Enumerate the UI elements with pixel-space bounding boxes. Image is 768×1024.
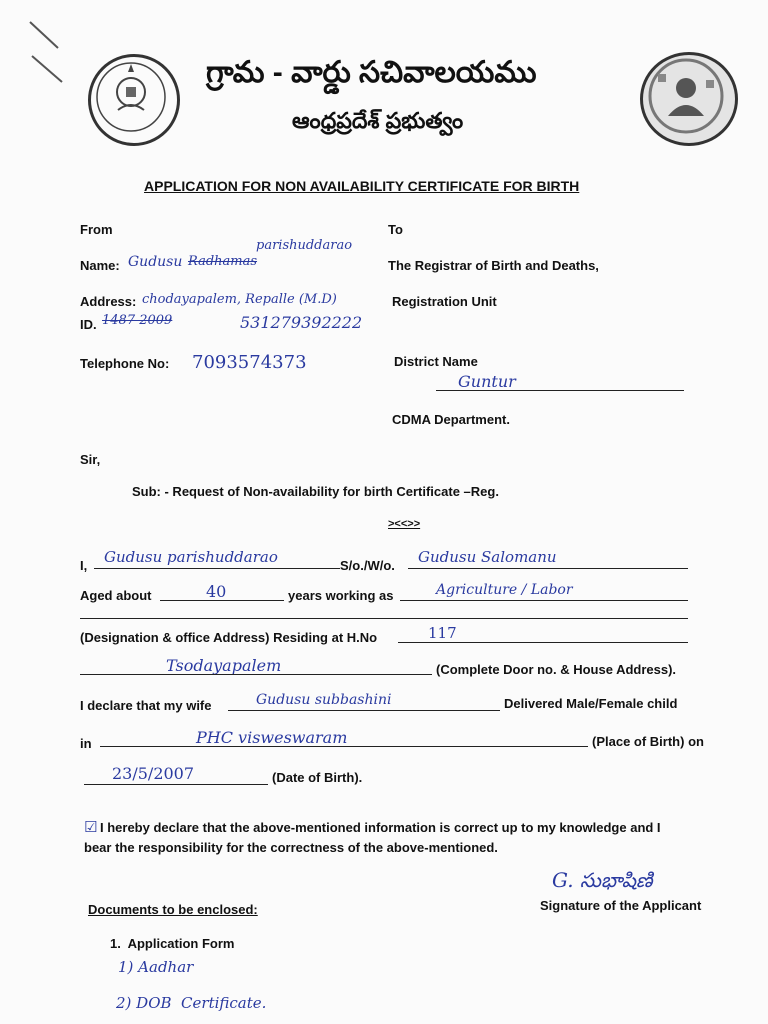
name-correction: parishuddarao <box>256 238 353 253</box>
documents-heading: Documents to be enclosed: <box>88 902 258 917</box>
in-label: in <box>80 736 92 751</box>
i-label: I, <box>80 558 88 573</box>
declaration-line1: I hereby declare that the above-mentioned information is correct up to my knowledge and I <box>100 820 661 835</box>
applicant-name-line <box>94 568 340 569</box>
id-value: 531279392222 <box>240 313 363 332</box>
id-struck: 1487 2009 <box>102 313 173 328</box>
form-title: APPLICATION FOR NON AVAILABILITY CERTIFICATE FOR BIRTH <box>144 178 580 194</box>
scan-mark <box>26 18 66 88</box>
address-note: (Complete Door no. & House Address). <box>436 662 677 677</box>
house-address-line <box>80 674 432 675</box>
district-line <box>436 390 684 391</box>
house-no: 117 <box>428 624 457 642</box>
document-hw-item-1: 1) Aadhar <box>118 958 194 976</box>
years-label: years working as <box>288 588 394 603</box>
relation-label: S/o./W/o. <box>340 558 395 573</box>
declaration-checkbox: ☑ <box>84 819 98 836</box>
to-label: To <box>388 222 403 237</box>
parent-name: Gudusu Salomanu <box>418 548 557 566</box>
salutation: Sir, <box>80 452 101 467</box>
parent-name-line <box>408 568 688 569</box>
telugu-subtitle: ఆంధ్రప్రదేశ్ ప్రభుత్వం <box>292 108 464 133</box>
name-struck: Radhamas <box>188 254 258 269</box>
district-value: Guntur <box>458 372 516 391</box>
house-no-line <box>398 642 688 643</box>
telephone-value: 7093574373 <box>192 352 307 373</box>
signature-label: Signature of the Applicant <box>540 898 702 913</box>
delivered-label: Delivered Male/Female child <box>504 696 678 711</box>
occupation-value: Agriculture / Labor <box>436 582 573 598</box>
subject-line: Sub: - Request of Non-availability for birth Certificate –Reg. <box>132 484 499 499</box>
place-line <box>100 746 588 747</box>
registration-unit: Registration Unit <box>392 294 497 309</box>
telugu-title: గ్రామ - వార్డు సచివాలయము <box>206 56 537 89</box>
telephone-label: Telephone No: <box>80 356 170 371</box>
applicant-signature: G. సుభాషిణి <box>552 868 653 892</box>
house-address: Tsodayapalem <box>166 656 282 675</box>
dob-note: (Date of Birth). <box>272 770 363 785</box>
designation-label: (Designation & office Address) Residing at H.No <box>80 630 378 645</box>
name-value: Gudusu <box>128 254 183 270</box>
blank-line <box>80 618 688 619</box>
wife-name: Gudusu subbashini <box>256 692 392 708</box>
applicant-name: Gudusu parishuddarao <box>104 548 278 566</box>
place-note: (Place of Birth) on <box>592 734 704 749</box>
cm-photo-seal <box>640 52 738 146</box>
id-label: ID. <box>80 317 97 332</box>
address-label: Address: <box>80 294 137 309</box>
ap-emblem-seal <box>88 54 180 146</box>
district-label: District Name <box>394 354 478 369</box>
date-of-birth: 23/5/2007 <box>112 764 195 783</box>
from-label: From <box>80 222 113 237</box>
age-value: 40 <box>206 582 227 601</box>
document-hw-item-2: 2) DOB Certificate. <box>116 994 267 1012</box>
department: CDMA Department. <box>392 412 510 427</box>
wife-label: I declare that my wife <box>80 698 212 713</box>
aged-label: Aged about <box>80 588 152 603</box>
occupation-line <box>400 600 688 601</box>
dob-line <box>84 784 268 785</box>
separator: ><<>> <box>388 518 421 530</box>
wife-name-line <box>228 710 500 711</box>
declaration-line2: bear the responsibility for the correctness of the above-mentioned. <box>84 840 498 855</box>
document-item-1: 1. Application Form <box>110 936 235 951</box>
name-label: Name: <box>80 258 120 273</box>
address-value: chodayapalem, Repalle (M.D) <box>142 292 337 307</box>
place-of-birth: PHC visweswaram <box>196 728 348 747</box>
registrar-line: The Registrar of Birth and Deaths, <box>388 258 599 273</box>
age-line <box>160 600 284 601</box>
